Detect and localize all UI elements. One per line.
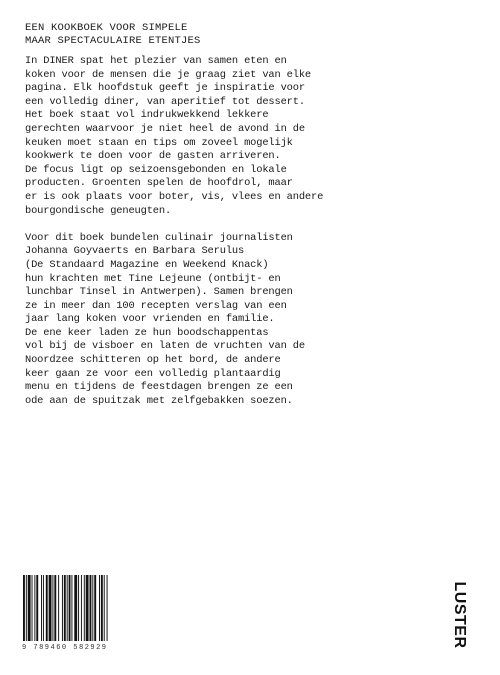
barcode-bar bbox=[84, 575, 85, 641]
barcode-bar bbox=[34, 575, 35, 641]
barcode-bar bbox=[28, 575, 31, 641]
paragraph-authors: Voor dit boek bundelen culinair journalisten Johanna Goyvaerts en Barbara Serulus (De Standaard Magazine en Weekend Knack) hun krachten met Tine Lejeune (ontbijt- en lunchbar Tinsel in Antwerpen). Samen brengen ze in meer dan 100 recepten verslag van een jaar lang koken voor vrienden en familie. De ene keer laden ze hun boodschappentas vol bij de visboer en laten de vruchten van de Noordzee schitteren op het bord, de andere keer gaan ze voor een volledig plantaardig menu en tijdens de feestdagen brengen ze een ode aan de spuitzak met zelfgebakken soezen. bbox=[25, 231, 305, 407]
barcode-bar bbox=[78, 575, 79, 641]
publisher-name: LUSTER bbox=[451, 581, 468, 649]
barcode-bar bbox=[74, 575, 77, 641]
barcode-bar bbox=[41, 575, 42, 641]
barcode-bar bbox=[64, 575, 66, 641]
publisher-logo bbox=[434, 580, 484, 650]
barcode-bar bbox=[107, 575, 108, 641]
barcode-bar bbox=[62, 575, 63, 641]
barcode-bar bbox=[49, 575, 52, 641]
barcode-bar bbox=[92, 575, 93, 641]
barcode-bar bbox=[52, 575, 53, 641]
paragraph-intro: In DINER spat het plezier van samen eten en koken voor de mensen die je graag ziet van elke pagina. Elk hoofdstuk geeft je inspiratie voor een volledig diner, van aperitief tot dessert. Het boek staat vol indrukwekkend lekkere gerechten waarvoor je niet heel de avond in de keuken moet staan en tips om zoveel mogelijk kookwerk te doen voor de gasten arriveren. De focus ligt op seizoensgebonden en lokale producten. Groenten spelen de hoofdrol, maar er is ook plaats voor boter, vis, vlees en andere bourgondische geneugten. bbox=[25, 55, 324, 217]
barcode-bar bbox=[104, 575, 105, 641]
barcode-bar bbox=[32, 575, 33, 641]
tagline: EEN KOOKBOEK VOOR SIMPELE MAAR SPECTACULAIRE ETENTJES bbox=[25, 22, 201, 47]
barcode-bar bbox=[90, 575, 92, 641]
barcode-bar bbox=[26, 575, 27, 641]
barcode-bar bbox=[94, 575, 96, 641]
barcode-bar bbox=[43, 575, 44, 641]
barcode bbox=[22, 575, 136, 653]
barcode-bar bbox=[69, 575, 71, 641]
barcode-bar bbox=[23, 575, 25, 641]
barcode-digits: 9 789460 582929 bbox=[22, 644, 108, 652]
barcode-bar bbox=[101, 575, 103, 641]
barcode-bar bbox=[46, 575, 48, 641]
barcode-bar bbox=[81, 575, 82, 641]
barcode-bar bbox=[58, 575, 59, 641]
body-text bbox=[25, 55, 485, 422]
barcode-bar bbox=[36, 575, 38, 641]
barcode-bar bbox=[71, 575, 72, 641]
barcode-bar bbox=[54, 575, 56, 641]
barcode-bar bbox=[67, 575, 68, 641]
barcode-bar bbox=[86, 575, 89, 641]
barcode-bars bbox=[22, 575, 136, 643]
barcode-bar bbox=[99, 575, 100, 641]
